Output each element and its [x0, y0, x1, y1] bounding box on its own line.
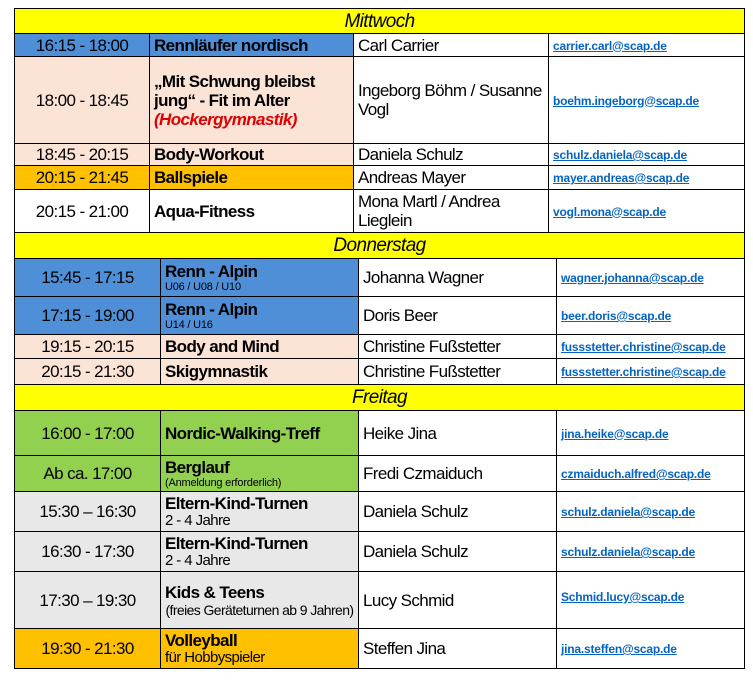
trainer-cell: Doris Beer	[359, 297, 557, 335]
course-title: Renn - Alpin	[165, 300, 258, 319]
email-link[interactable]: schulz.daniela@scap.de	[553, 148, 688, 162]
trainer-cell: Heike Jina	[359, 411, 557, 456]
course-title: Rennläufer nordisch	[150, 34, 354, 57]
email-link[interactable]: schulz.daniela@scap.de	[561, 505, 696, 519]
table-row	[15, 335, 745, 359]
email-link[interactable]: jina.heike@scap.de	[561, 426, 669, 441]
table-row	[15, 411, 745, 456]
email-link[interactable]: wagner.johanna@scap.de	[561, 271, 704, 285]
email-link[interactable]: jina.steffen@scap.de	[561, 642, 677, 656]
email-cell	[557, 259, 745, 297]
trainer-cell: Fredi Czmaiduch	[359, 456, 557, 492]
time-cell: 18:45 - 20:15	[15, 144, 150, 166]
email-cell	[557, 359, 745, 385]
trainer-cell: Lucy Schmid	[359, 572, 557, 629]
course-subtitle: für Hobbyspieler	[165, 649, 265, 666]
trainer-cell: Daniela Schulz	[359, 532, 557, 572]
course-title: Berglauf	[165, 458, 230, 477]
table-row	[15, 34, 745, 57]
time-cell: 15:30 – 16:30	[15, 492, 161, 532]
email-link[interactable]: mayer.andreas@scap.de	[553, 171, 690, 185]
email-link[interactable]: carrier.carl@scap.de	[553, 38, 667, 53]
course-title: Eltern-Kind-Turnen	[165, 534, 308, 553]
course-note: (Hockergymnastik)	[154, 109, 297, 129]
course-title: „Mit Schwung bleibst jung“ - Fit im Alter	[154, 71, 315, 110]
time-cell: 20:15 - 21:00	[15, 190, 150, 233]
course-title-cell	[161, 492, 359, 532]
schedule-mittwoch	[14, 8, 745, 233]
email-cell	[557, 411, 745, 456]
trainer-cell: Andreas Mayer	[354, 166, 549, 190]
email-cell	[557, 335, 745, 359]
trainer-cell: Carl Carrier	[354, 34, 549, 57]
course-title-cell	[161, 629, 359, 669]
course-subtitle: (freies Geräteturnen ab 9 Jahren)	[165, 601, 354, 618]
trainer-cell: Ingeborg Böhm / Susanne Vogl	[354, 57, 549, 144]
email-link[interactable]: beer.doris@scap.de	[561, 309, 672, 323]
table-row	[15, 629, 745, 669]
course-subtitle: 2 - 4 Jahre	[165, 512, 231, 529]
course-title: Skigymnastik	[161, 359, 359, 385]
day-header: Mittwoch	[15, 9, 745, 34]
table-row	[15, 492, 745, 532]
table-row	[15, 259, 745, 297]
time-cell: 18:00 - 18:45	[15, 57, 150, 144]
table-row	[15, 297, 745, 335]
course-title: Body and Mind	[161, 335, 359, 359]
course-title: Eltern-Kind-Turnen	[165, 494, 308, 513]
trainer-cell: Daniela Schulz	[359, 492, 557, 532]
table-row	[15, 359, 745, 385]
email-link[interactable]: vogl.mona@scap.de	[553, 204, 666, 219]
email-link[interactable]: boehm.ingeborg@scap.de	[553, 93, 699, 108]
table-row	[15, 57, 745, 144]
course-title-cell	[161, 456, 359, 492]
email-link[interactable]: Schmid.lucy@scap.de	[561, 590, 685, 604]
email-link[interactable]: fussstetter.christine@scap.de	[561, 340, 726, 354]
trainer-cell: Daniela Schulz	[354, 144, 549, 166]
email-cell	[557, 532, 745, 572]
time-cell: 17:15 - 19:00	[15, 297, 161, 335]
trainer-cell: Johanna Wagner	[359, 259, 557, 297]
course-subtitle: U14 / U16	[165, 319, 213, 331]
course-title: Ballspiele	[150, 166, 354, 190]
table-row	[15, 532, 745, 572]
email-cell	[549, 166, 745, 190]
time-cell: 15:45 - 17:15	[15, 259, 161, 297]
time-cell: 20:15 - 21:30	[15, 359, 161, 385]
time-cell: Ab ca. 17:00	[15, 456, 161, 492]
course-title-cell	[161, 572, 359, 629]
email-cell	[549, 34, 745, 57]
time-cell: 16:15 - 18:00	[15, 34, 150, 57]
time-cell: 16:30 - 17:30	[15, 532, 161, 572]
day-header: Freitag	[15, 385, 745, 411]
course-subtitle: 2 - 4 Jahre	[165, 552, 231, 569]
time-cell: 17:30 – 19:30	[15, 572, 161, 629]
course-title: Nordic-Walking-Treff	[161, 411, 359, 456]
email-cell	[549, 57, 745, 144]
time-cell: 19:30 - 21:30	[15, 629, 161, 669]
course-title: Kids & Teens	[165, 582, 265, 602]
course-title-cell	[150, 57, 354, 144]
trainer-cell: Christine Fußstetter	[359, 359, 557, 385]
table-row	[15, 190, 745, 233]
course-subtitle: (Anmeldung erforderlich)	[165, 477, 282, 489]
course-title-cell	[161, 297, 359, 335]
table-row	[15, 166, 745, 190]
trainer-cell: Steffen Jina	[359, 629, 557, 669]
course-title-cell	[161, 259, 359, 297]
email-link[interactable]: fussstetter.christine@scap.de	[561, 365, 726, 379]
table-row	[15, 456, 745, 492]
trainer-cell: Christine Fußstetter	[359, 335, 557, 359]
course-title-cell	[161, 532, 359, 572]
email-cell	[557, 456, 745, 492]
table-row	[15, 144, 745, 166]
email-cell	[557, 297, 745, 335]
email-cell	[549, 190, 745, 233]
course-title: Body-Workout	[150, 144, 354, 166]
time-cell: 20:15 - 21:45	[15, 166, 150, 190]
course-subtitle: U06 / U08 / U10	[165, 281, 241, 293]
trainer-cell: Mona Martl / Andrea Lieglein	[354, 190, 549, 233]
day-header: Donnerstag	[15, 233, 745, 259]
email-link[interactable]: schulz.daniela@scap.de	[561, 545, 696, 559]
course-title: Renn - Alpin	[165, 262, 258, 281]
time-cell: 19:15 - 20:15	[15, 335, 161, 359]
course-title: Volleyball	[165, 631, 238, 650]
email-link[interactable]: czmaiduch.alfred@scap.de	[561, 467, 711, 481]
time-cell: 16:00 - 17:00	[15, 411, 161, 456]
email-cell	[557, 629, 745, 669]
table-row	[15, 572, 745, 629]
schedule-donnerstag-freitag	[14, 232, 745, 669]
course-title: Aqua-Fitness	[150, 190, 354, 233]
email-cell	[557, 572, 745, 629]
email-cell	[549, 144, 745, 166]
email-cell	[557, 492, 745, 532]
